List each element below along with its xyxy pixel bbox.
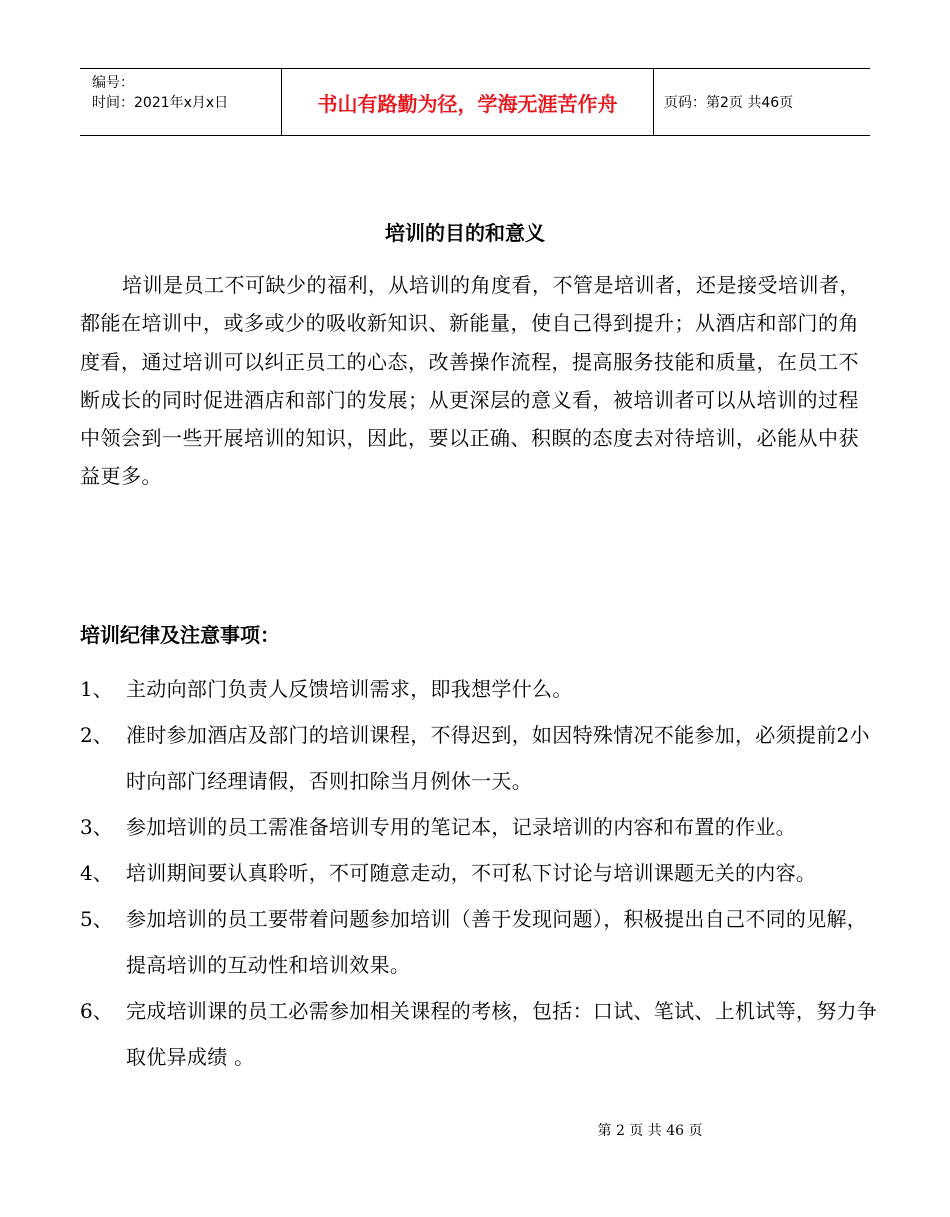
header-page-info: 页码：第2页 共46页 [664,95,794,111]
page-header [80,68,870,136]
list-item-number: 4、 [80,861,113,885]
header-motto: 书山有路勤为径，学海无涯苦作舟 [282,69,654,135]
list-item-text: 完成培训课的员工必需参加相关课程的考核，包括：口试、笔试、上机试等，努力争取优异成绩 。 [126,999,878,1069]
list-item-text: 准时参加酒店及部门的培训课程，不得迟到，如因特殊情况不能参加，必须提前2小时向部门经理请假，否则扣除当月例休一天。 [126,723,870,793]
list-item-text: 参加培训的员工需准备培训专用的笔记本，记录培训的内容和布置的作业。 [126,815,796,839]
header-meta [80,69,282,135]
list-item [80,988,880,1080]
list-item-text: 主动向部门负责人反馈培训需求，即我想学什么。 [126,677,573,701]
intro-paragraph: 培训是员工不可缺少的福利，从培训的角度看，不管是培训者，还是接受培训者，都能在培训中，或多或少的吸收新知识、新能量，使自己得到提升；从酒店和部门的角度看，通过培训可以纠正员工的心态，改善操作流程，提高服务技能和质量，在员工不断成长的同时促进酒店和部门的发展；从更深层的意义看，被培训者可以从培训的过程中领会到一些开展培训的知识，因此，要以正确、积瞑的态度去对待培训，必能从中获益更多。 [80,273,860,489]
section-title: 培训纪律及注意事项： [80,623,280,647]
list-item-number: 6、 [80,999,113,1023]
list-item-number: 5、 [80,907,113,931]
list-item [80,896,880,988]
list-item-text: 参加培训的员工要带着问题参加培训（善于发现问题），积极提出自己不同的见解，提高培训的互动性和培训效果。 [126,907,868,977]
list-item-text: 培训期间要认真聆听，不可随意走动，不可私下讨论与培训课题无关的内容。 [126,861,817,885]
list-item [80,850,880,896]
list-item-number: 1、 [80,677,113,701]
page-footer: 第 2 页 共 46 页 [597,1123,703,1139]
rules-list [80,666,880,1080]
list-item-number: 3、 [80,815,113,839]
list-item [80,666,880,712]
list-item [80,804,880,850]
document-number-label: 编号： [92,75,134,91]
list-item-number: 2、 [80,723,113,747]
page-title: 培训的目的和意义 [385,221,545,245]
list-item [80,712,880,804]
document-time-label: 时间：2021年x月x日 [92,95,229,111]
